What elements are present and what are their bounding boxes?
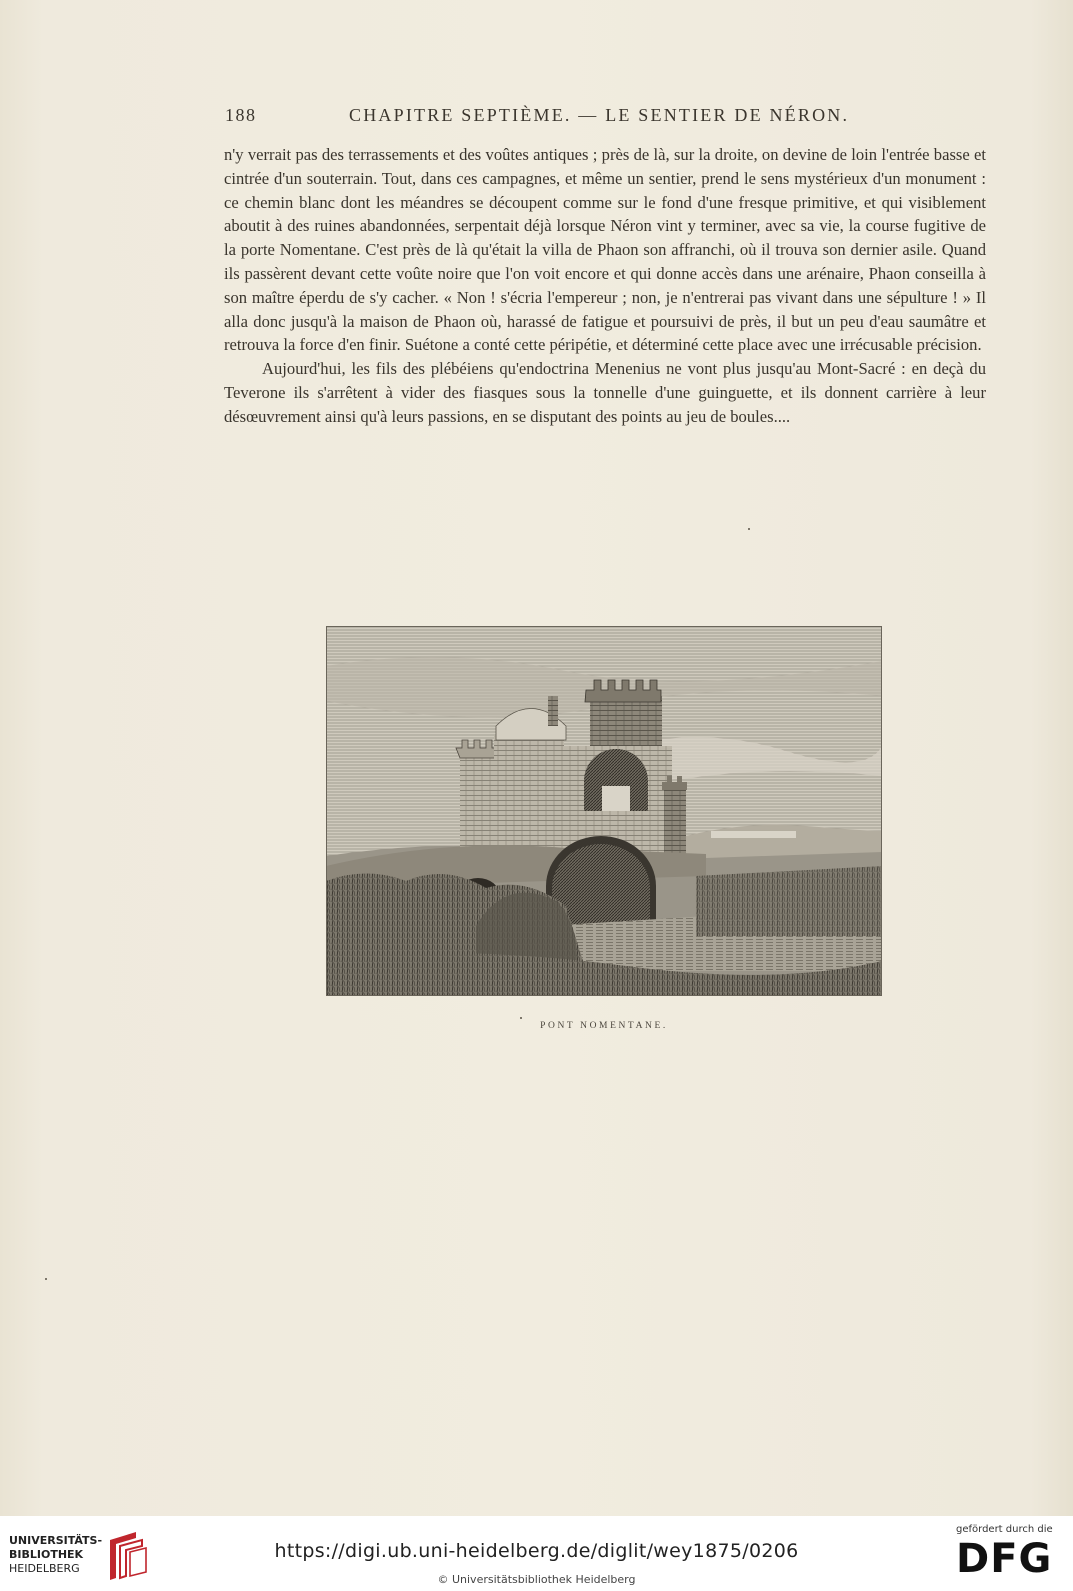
library-name-line3: HEIDELBERG (9, 1562, 80, 1575)
paper-speck (45, 1278, 47, 1280)
paper-speck (748, 528, 750, 530)
funder-label: gefördert durch die (956, 1524, 1053, 1535)
funder-block[interactable] (950, 1524, 1070, 1584)
copyright-notice: © Universitätsbibliothek Heidelberg (437, 1573, 636, 1586)
dfg-logo: DFG (956, 1536, 1053, 1582)
paper-speck (520, 1017, 522, 1019)
permalink-url[interactable]: https://digi.ub.uni-heidelberg.de/diglit/wey1875/0206 (274, 1540, 799, 1562)
library-name-line2: BIBLIOTHEK (9, 1548, 84, 1561)
page-number: 188 (225, 105, 257, 125)
engraving-drawing (326, 626, 882, 996)
chapter-title: CHAPITRE SEPTIÈME. — LE SENTIER DE NÉRON. (349, 105, 850, 125)
paragraph: Aujourd'hui, les fils des plébéiens qu'endoctrina Menenius ne vont plus jusqu'au Mont-Sacré : en deçà du Teverone ils s'arrêtent à vider des fiasques sous la tonnelle d'une guinguette, et ils donnent carrière à leur désœuvrement ainsi qu'à leurs passions, en se disputant des points au jeu de boules.... (224, 359, 986, 426)
running-head (225, 105, 985, 131)
engraving-pont-nomentane (326, 626, 882, 996)
library-name-line1: UNIVERSITÄTS- (9, 1534, 103, 1547)
digitization-footer (0, 1516, 1073, 1591)
illustration-caption: PONT NOMENTANE. (540, 1021, 668, 1031)
body-text (224, 143, 986, 429)
paragraph: n'y verrait pas des terrassements et des voûtes antiques ; près de là, sur la droite, on devine de loin l'entrée basse et cintrée d'un souterrain. Tout, dans ces campagnes, et même un sentier, prend le sens mystérieux d'un monument : ce chemin blanc dont les méandres se découpent comme sur le fond d'une fresque primitive, et qui visiblement aboutit à des ruines abandonnées, serpentait déjà lorsque Néron vint y terminer, avec sa vie, la course fugitive de la porte Nomentane. C'est près de là qu'était la villa de Phaon son affranchi, où il trouva son dernier asile. Quand ils passèrent devant cette voûte noire que l'on voit encore et qui donne accès dans une arénaire, Phaon conseilla à son maître éperdu de s'y cacher. « Non ! s'écria l'empereur ; non, je n'entrerai pas vivant dans une sépulture ! » Il alla donc jusqu'à la maison de Phaon où, harassé de fatigue et poursuivi de près, il but un peu d'eau saumâtre et retrouva la force d'en finir. Suétone a conté cette péripétie, et déterminé cette place avec une irrécusable précision. (224, 145, 986, 355)
